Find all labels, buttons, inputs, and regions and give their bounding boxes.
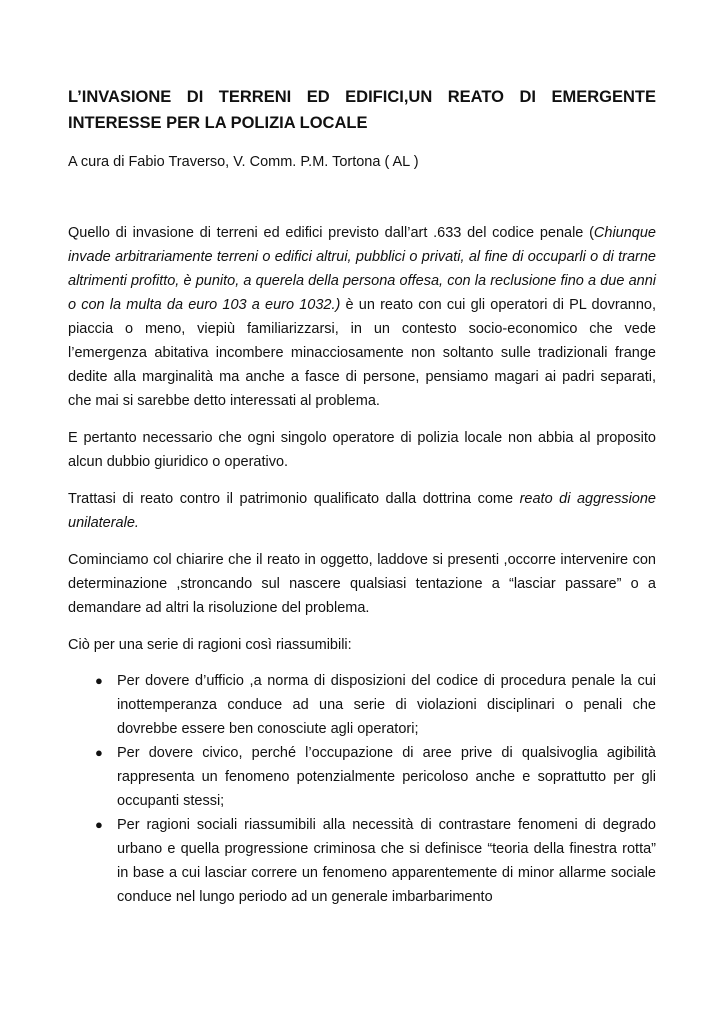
paragraph-intro [68, 221, 656, 413]
list-item-text: Per dovere d’ufficio ,a norma di disposizioni del codice di procedura penale la cui inottemperanza conduce ad una serie di violazioni disciplinari o penali che dovrebbe essere ben conosciute agli operatori; [117, 673, 656, 737]
paragraph-intervention: Cominciamo col chiarire che il reato in oggetto, laddove si presenti ,occorre intervenire con determinazione ,stroncando sul nascere qualsiasi tentazione a “lasciar passare” o a demandare ad altri la risoluzione del problema. [68, 552, 656, 616]
paragraph-necessity: E pertanto necessario che ogni singolo operatore di polizia locale non abbia al proposito alcun dubbio giuridico o operativo. [68, 430, 656, 470]
list-item [68, 813, 656, 909]
title-line-1: L’INVASIONE DI TERRENI ED EDIFICI,UN REATO DI EMERGENTE [68, 88, 656, 106]
author-line: A cura di Fabio Traverso, V. Comm. P.M. Tortona ( AL ) [68, 154, 419, 170]
list-item [68, 741, 656, 813]
bullet-icon: ● [95, 673, 103, 688]
paragraph-intro-text: Quello di invasione di terreni ed edifici previsto dall’art .633 del codice penale ( [68, 225, 594, 241]
list-item [68, 669, 656, 741]
paragraph-classification-text: Trattasi di reato contro il patrimonio qualificato dalla dottrina come [68, 491, 520, 507]
reasons-list [68, 669, 656, 909]
document-page [68, 84, 656, 909]
unilateral-aggression-term: reato di aggressione unilaterale. [68, 491, 656, 531]
bullet-icon: ● [95, 817, 103, 832]
bullet-icon: ● [95, 745, 103, 760]
paragraph-classification [68, 487, 656, 535]
document-title [68, 84, 656, 136]
list-item-text: Per dovere civico, perché l’occupazione di aree prive di qualsivoglia agibilità rappresenta un fenomeno potenzialmente pericoloso anche e soprattutto per gli occupanti stessi; [117, 745, 656, 809]
title-line-2: INTERESSE PER LA POLIZIA LOCALE [68, 114, 368, 132]
paragraph-reasons-intro: Ciò per una serie di ragioni così riassumibili: [68, 637, 352, 653]
list-item-text: Per ragioni sociali riassumibili alla necessità di contrastare fenomeni di degrado urbano e quella progressione criminosa che si definisce “teoria della finestra rotta” in base a cui lasciar correre un fenomeno apparentemente di minor allarme sociale conduce nel lungo periodo ad un generale imbarbarimento [117, 817, 656, 905]
article-633-quote: Chiunque invade arbitrariamente terreni o edifici altrui, pubblici o privati, al fine di occuparli o di trarne altrimenti profitto, è punito, a querela della persona offesa, con la reclusione fino a due anni o con la multa da euro 103 a euro 1032.) [68, 225, 656, 313]
paragraph-intro-continuation: è un reato con cui gli operatori di PL dovranno, piaccia o meno, viepiù familiarizzarsi, in un contesto socio-economico che vede l’emergenza abitativa incombere minacciosamente non soltanto sulle tradizionali frange dedite alla marginalità ma anche a fasce di persone, pensiamo magari ai padri separati, che mai si sarebbe detto interessati al problema. [68, 297, 657, 409]
